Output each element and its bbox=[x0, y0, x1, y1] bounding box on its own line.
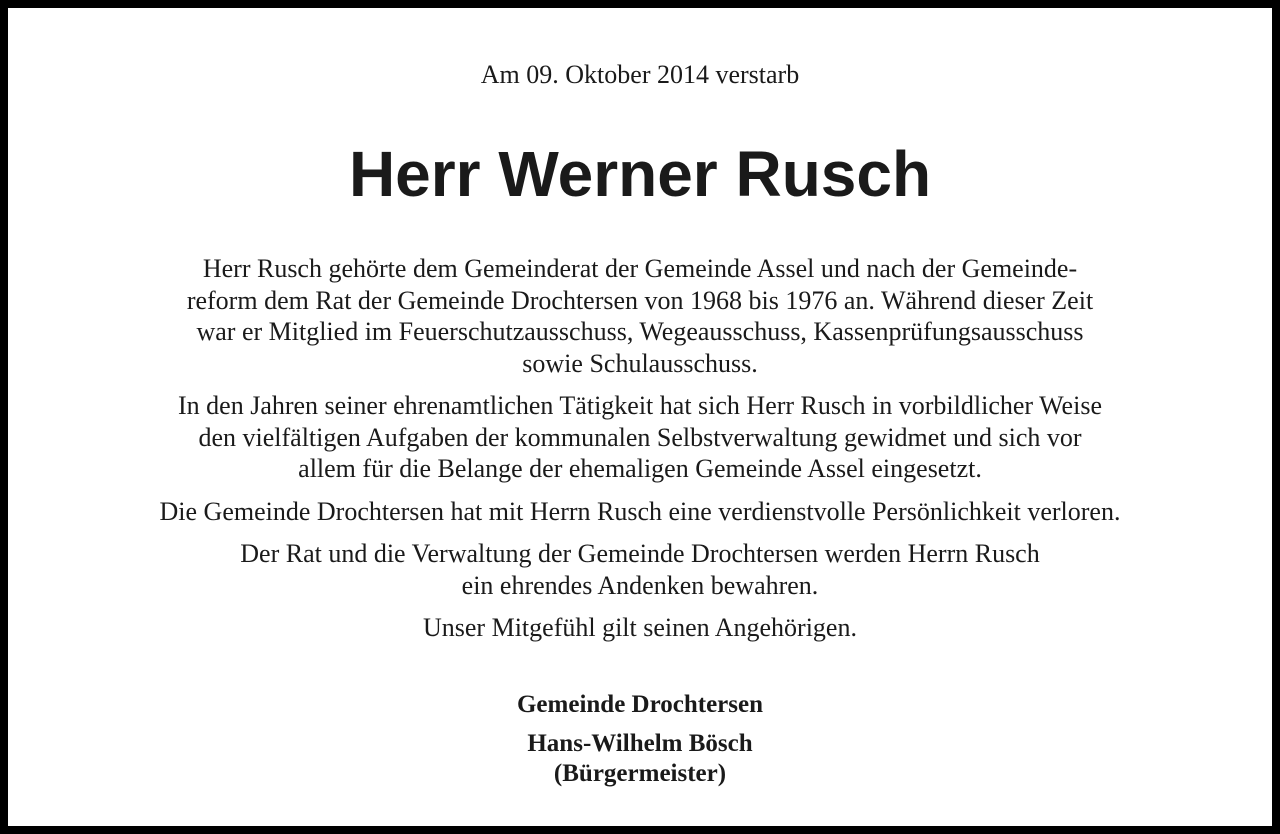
paragraph-remembrance bbox=[48, 538, 1232, 601]
text-line: ein ehrendes Andenken bewahren. bbox=[461, 570, 819, 600]
text-line: Herr Rusch gehörte dem Gemeinderat der Gemeinde Assel und nach der Gemeinde- bbox=[202, 254, 1078, 283]
text-line: Unser Mitgefühl gilt seinen Angehörigen. bbox=[423, 613, 857, 642]
notice-body bbox=[48, 253, 1232, 666]
text-line: In den Jahren seiner ehrenamtlichen Tätigkeit hat sich Herr Rusch in vorbildlicher Weise bbox=[178, 391, 1102, 420]
text-line: den vielfältigen Aufgaben der kommunalen Selbstverwaltung gewidmet und sich vor bbox=[198, 422, 1082, 452]
signature-title: (Bürgermeister) bbox=[553, 760, 727, 787]
intro-line: Am 09. Oktober 2014 verstarb bbox=[480, 60, 800, 89]
signature-organization: Gemeinde Drochtersen bbox=[516, 691, 763, 718]
paragraph-condolence bbox=[48, 612, 1232, 644]
paragraph-dedication bbox=[48, 390, 1232, 485]
text-line: Die Gemeinde Drochtersen hat mit Herrn Rusch eine verdienstvolle Persönlichkeit verloren. bbox=[159, 496, 1121, 526]
signature-person: Hans-Wilhelm Bösch bbox=[527, 730, 753, 757]
text-line: Der Rat und die Verwaltung der Gemeinde Drochtersen werden Herrn Rusch bbox=[240, 539, 1040, 568]
paragraph-service bbox=[48, 253, 1232, 379]
signature-block bbox=[8, 690, 1272, 789]
text-line: reform dem Rat der Gemeinde Drochtersen von 1968 bis 1976 an. Während dieser Zeit bbox=[186, 285, 1094, 315]
paragraph-loss bbox=[48, 496, 1232, 528]
text-line: sowie Schulausschuss. bbox=[522, 348, 758, 378]
text-line: allem für die Belange der ehemaligen Gemeinde Assel eingesetzt. bbox=[298, 454, 982, 483]
deceased-name: Herr Werner Rusch bbox=[348, 138, 932, 210]
text-line: war er Mitglied im Feuerschutzausschuss, Wegeausschuss, Kassenprüfungsausschuss bbox=[196, 317, 1084, 346]
